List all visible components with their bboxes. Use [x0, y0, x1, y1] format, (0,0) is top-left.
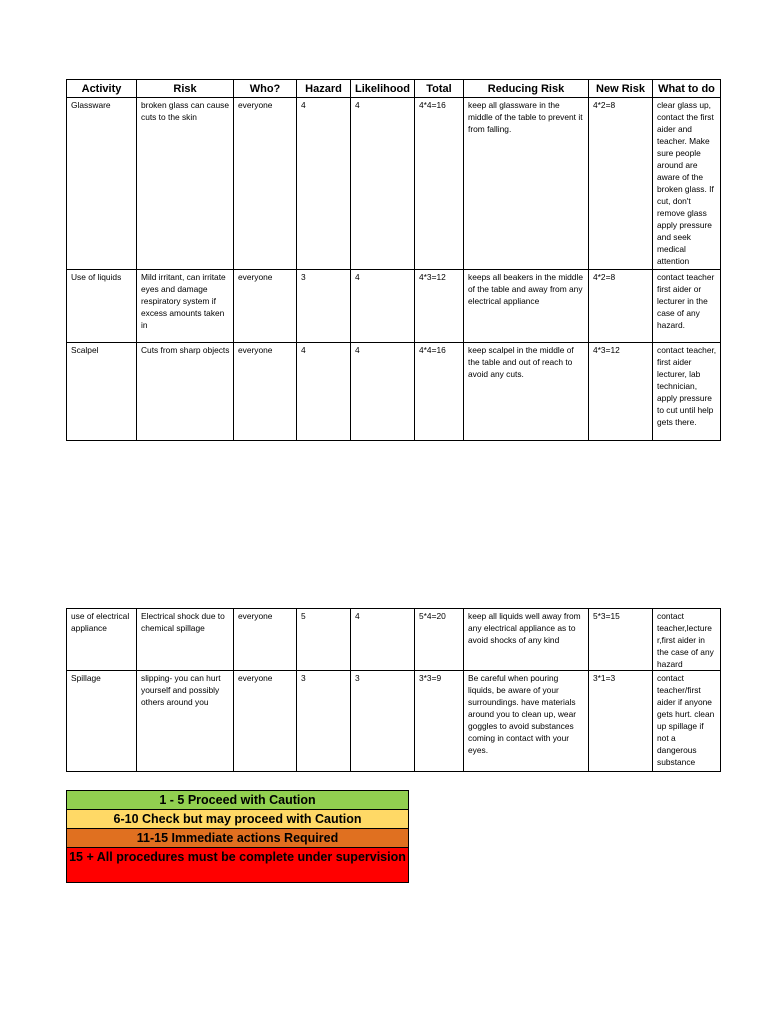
col-header-risk: Risk [137, 80, 234, 98]
cell-reducing-risk: keep all liquids well away from any electrical appliance as to avoid shocks of any kind [464, 609, 589, 671]
cell-reducing-risk: keep scalpel in the middle of the table and out of reach to avoid any cuts. [464, 343, 589, 441]
col-header-total: Total [415, 80, 464, 98]
table-row [67, 98, 721, 270]
table-row [67, 609, 721, 671]
cell-activity: Spillage [67, 671, 137, 772]
risk-score-legend [66, 791, 409, 883]
table-row [67, 270, 721, 343]
col-header-what-to-do: What to do [653, 80, 721, 98]
legend-critical: 15 + All procedures must be complete under supervision [66, 847, 409, 883]
cell-reducing-risk: keeps all beakers in the middle of the table and away from any electrical appliance [464, 270, 589, 343]
cell-new-risk: 4*2=8 [589, 270, 653, 343]
table-row [67, 671, 721, 772]
cell-risk: Mild irritant, can irritate eyes and damage respiratory system if excess amounts taken in [137, 270, 234, 343]
cell-activity: use of electrical appliance [67, 609, 137, 671]
cell-hazard: 3 [297, 270, 351, 343]
cell-new-risk: 4*2=8 [589, 98, 653, 270]
col-header-likelihood: Likelihood [351, 80, 415, 98]
cell-likelihood: 4 [351, 609, 415, 671]
cell-what-to-do: contact teacher,lecture r,first aider in the case of any hazard [653, 609, 721, 671]
cell-new-risk: 4*3=12 [589, 343, 653, 441]
col-header-new-risk: New Risk [589, 80, 653, 98]
risk-assessment-table [66, 79, 721, 441]
legend-low: 1 - 5 Proceed with Caution [66, 790, 409, 810]
cell-new-risk: 5*3=15 [589, 609, 653, 671]
cell-what-to-do: contact teacher first aider or lecturer in the case of any hazard. [653, 270, 721, 343]
cell-activity: Glassware [67, 98, 137, 270]
col-header-who: Who? [234, 80, 297, 98]
col-header-reducing-risk: Reducing Risk [464, 80, 589, 98]
cell-risk: Electrical shock due to chemical spillage [137, 609, 234, 671]
cell-total: 4*3=12 [415, 270, 464, 343]
cell-likelihood: 3 [351, 671, 415, 772]
cell-who: everyone [234, 609, 297, 671]
cell-who: everyone [234, 343, 297, 441]
cell-likelihood: 4 [351, 343, 415, 441]
cell-likelihood: 4 [351, 270, 415, 343]
cell-reducing-risk: Be careful when pouring liquids, be aware of your surroundings. have materials around you to clean up, wear goggles to avoid substances coming in contact with your eyes. [464, 671, 589, 772]
cell-reducing-risk: keep all glassware in the middle of the table to prevent it from falling. [464, 98, 589, 270]
cell-risk: broken glass can cause cuts to the skin [137, 98, 234, 270]
cell-risk: slipping- you can hurt yourself and possibly others around you [137, 671, 234, 772]
cell-hazard: 5 [297, 609, 351, 671]
cell-total: 3*3=9 [415, 671, 464, 772]
cell-what-to-do: clear glass up, contact the first aider and teacher. Make sure people around are aware of the broken glass. If cut, don't remove glass apply pressure and seek medical attention [653, 98, 721, 270]
cell-new-risk: 3*1=3 [589, 671, 653, 772]
cell-risk: Cuts from sharp objects [137, 343, 234, 441]
table-row [67, 343, 721, 441]
cell-hazard: 3 [297, 671, 351, 772]
cell-who: everyone [234, 270, 297, 343]
cell-activity: Use of liquids [67, 270, 137, 343]
cell-who: everyone [234, 671, 297, 772]
cell-total: 5*4=20 [415, 609, 464, 671]
cell-total: 4*4=16 [415, 98, 464, 270]
table-header-row [67, 80, 721, 98]
cell-who: everyone [234, 98, 297, 270]
cell-activity: Scalpel [67, 343, 137, 441]
col-header-activity: Activity [67, 80, 137, 98]
risk-assessment-table-continued [66, 608, 721, 772]
cell-hazard: 4 [297, 343, 351, 441]
cell-what-to-do: contact teacher, first aider lecturer, lab technician, apply pressure to cut until help gets there. [653, 343, 721, 441]
col-header-hazard: Hazard [297, 80, 351, 98]
cell-what-to-do: contact teacher/first aider if anyone gets hurt. clean up spillage if not a dangerous substance [653, 671, 721, 772]
cell-total: 4*4=16 [415, 343, 464, 441]
cell-hazard: 4 [297, 98, 351, 270]
legend-medium: 6-10 Check but may proceed with Caution [66, 809, 409, 829]
cell-likelihood: 4 [351, 98, 415, 270]
legend-high: 11-15 Immediate actions Required [66, 828, 409, 848]
